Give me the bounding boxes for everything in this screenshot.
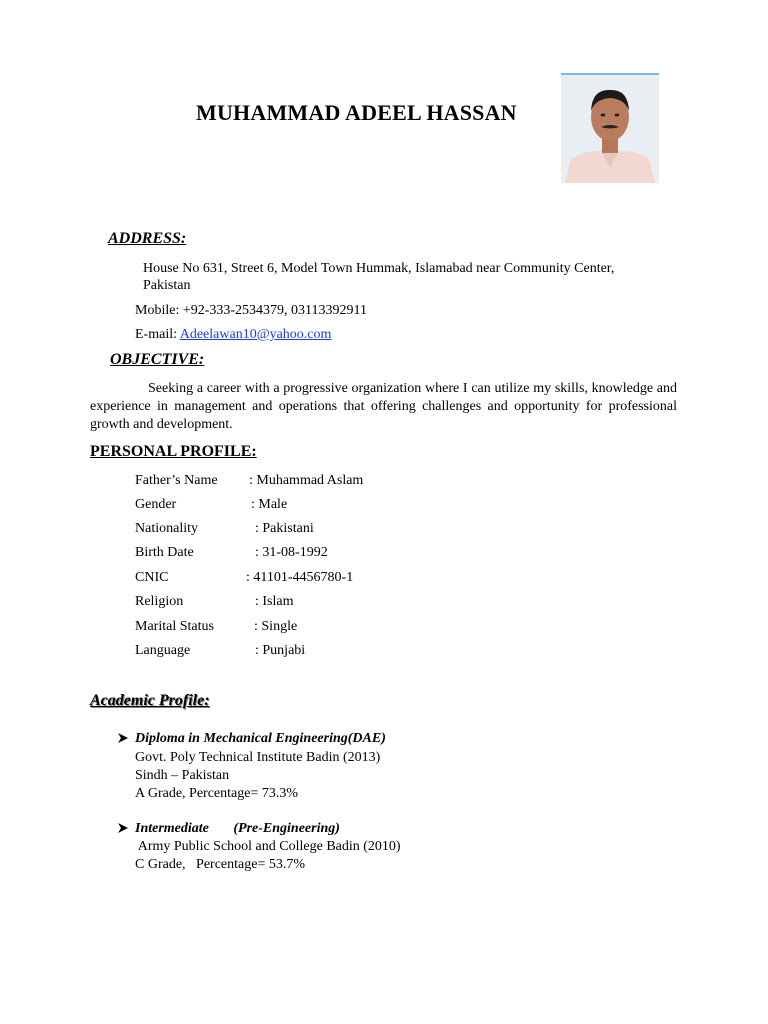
person-photo-illustration: [561, 75, 659, 183]
profile-label-cnic: CNIC: [135, 570, 169, 585]
resume-name: MUHAMMAD ADEEL HASSAN: [196, 100, 517, 125]
profile-value-religion: : Islam: [255, 594, 294, 609]
academic-item-line: Army Public School and College Badin (2010): [135, 839, 401, 854]
academic-item-title: Diploma in Mechanical Engineering(DAE): [135, 731, 386, 746]
profile-value-cnic: : 41101-4456780-1: [246, 570, 354, 585]
profile-value-fathers-name: : Muhammad Aslam: [249, 473, 364, 488]
address-line-1: House No 631, Street 6, Model Town Hummak, Islamabad near Community Center,: [143, 261, 615, 276]
profile-label-gender: Gender: [135, 497, 177, 512]
profile-label-religion: Religion: [135, 594, 184, 609]
academic-profile-heading: Academic Profile:: [90, 692, 210, 709]
objective-heading: OBJECTIVE:: [110, 351, 205, 368]
profile-value-marital-status: : Single: [254, 619, 298, 634]
arrow-bullet-icon: [117, 732, 129, 749]
profile-value-gender: : Male: [251, 497, 288, 512]
objective-text-block: [90, 380, 677, 434]
profile-value-language: : Punjabi: [255, 643, 306, 658]
profile-label-language: Language: [135, 643, 191, 658]
personal-profile-heading: PERSONAL PROFILE:: [90, 443, 257, 460]
academic-item-title: Intermediate (Pre-Engineering): [135, 821, 340, 836]
profile-label-marital-status: Marital Status: [135, 619, 214, 634]
profile-label-fathers-name: Father’s Name: [135, 473, 218, 488]
profile-photo: [561, 73, 659, 183]
objective-text: Seeking a career with a progressive organization where I can utilize my skills, knowledge and experience in management and operations that offering challenges and opportunity for professional growth and development.: [90, 381, 677, 432]
address-heading: ADDRESS:: [108, 230, 187, 247]
address-line-2: Pakistan: [143, 278, 191, 293]
email-link[interactable]: Adeelawan10@yahoo.com: [179, 327, 332, 342]
mobile-text: Mobile: +92-333-2534379, 03113392911: [135, 303, 368, 318]
profile-value-birth-date: : 31-08-1992: [255, 545, 328, 560]
academic-item-line: C Grade, Percentage= 53.7%: [135, 857, 306, 872]
email-label: E-mail:: [135, 327, 177, 342]
arrow-bullet-icon: [117, 822, 129, 839]
academic-item-line: Govt. Poly Technical Institute Badin (2013): [135, 750, 381, 765]
profile-label-nationality: Nationality: [135, 521, 198, 536]
profile-label-birth-date: Birth Date: [135, 545, 194, 560]
profile-value-nationality: : Pakistani: [255, 521, 314, 536]
academic-item-line: A Grade, Percentage= 73.3%: [135, 786, 299, 801]
email-row: [135, 327, 331, 343]
academic-item-line: Sindh – Pakistan: [135, 768, 230, 783]
